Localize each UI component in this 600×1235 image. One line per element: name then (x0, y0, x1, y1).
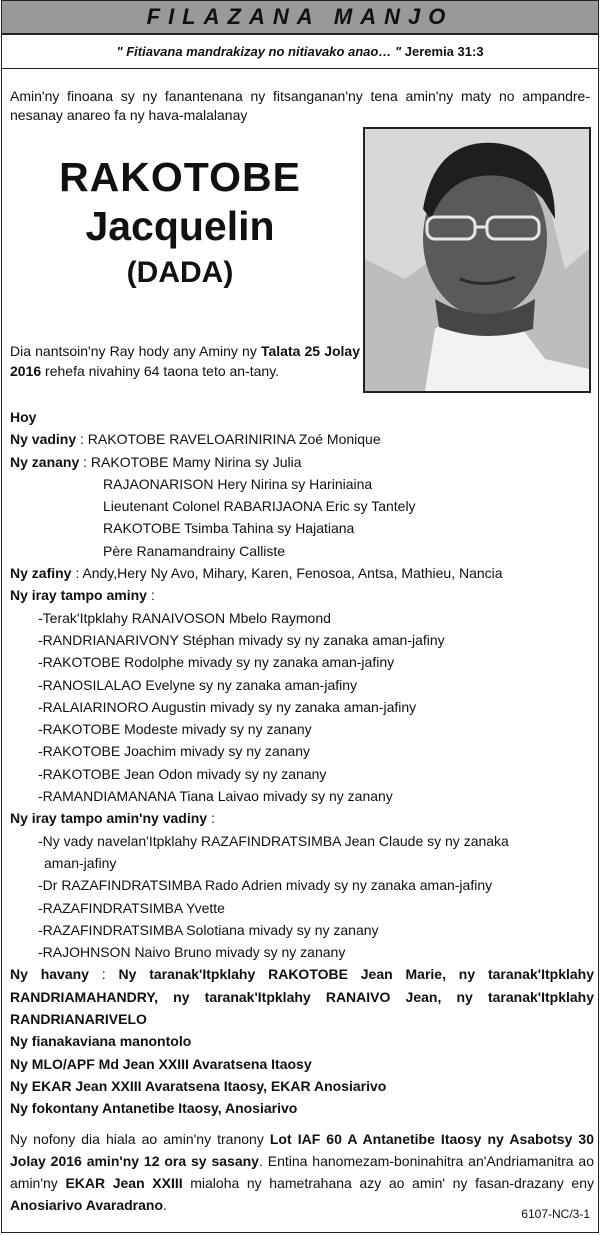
zafiny-value: : Andy,Hery Ny Avo, Mihary, Karen, Fenosoa, Antsa, Mathieu, Nancia (71, 565, 503, 582)
list-item: -RALAIARINORO Augustin mivady sy ny zanaka aman-jafiny (38, 698, 417, 715)
deceased-surname: RAKOTOBE (59, 154, 301, 200)
list-item: -RAJOHNSON Naivo Bruno mivady sy ny zanany (38, 944, 346, 961)
list-item: Père Ranamandrainy Calliste (103, 542, 286, 559)
deceased-name-block (10, 153, 350, 293)
divider (2, 68, 598, 69)
list-item: RAKOTOBE Tsimba Tahina sy Hajatiana (103, 520, 355, 537)
closing-text: Ny nofony dia hiala ao amin'ny tranony (10, 1131, 270, 1147)
vadiny-value: : RAKOTOBE RAVELOARINIRINA Zoé Monique (76, 431, 381, 448)
closing-text: . (163, 1197, 167, 1213)
vadiny-label: Ny vadiny (10, 431, 77, 448)
havany-label: Ny havany (10, 966, 89, 983)
closing-burial: Anosiarivo Avaradrano (10, 1197, 164, 1213)
hoy-label: Hoy (10, 409, 37, 425)
intro-text: Amin'ny finoana sy ny fanantenana ny fitsanganan'ny tena amin'ny maty no ampandre-nesanay anareo fa ny hava-malalanay (10, 88, 590, 123)
closing-church: EKAR Jean XXIII (65, 1175, 183, 1191)
list-item: -RANOSILALAO Evelyne sy ny zanaka aman-jafiny (38, 676, 358, 693)
list-item: Ny fokontany Antanetibe Itaosy, Anosiarivo (10, 1100, 298, 1117)
quote-reference: Jeremia 31:3 (404, 44, 484, 59)
zanany-first: : RAKOTOBE Mamy Nirina sy Julia (79, 453, 302, 470)
list-item: -RAKOTOBE Rodolphe mivady sy ny zanaka aman-jafiny (38, 654, 395, 671)
bible-quote (2, 44, 598, 59)
death-pre: Dia nantsoin'ny Ray hody any Aminy ny (10, 343, 261, 359)
announcement-page (1, 0, 599, 1233)
closing-text: mialoha ny hametrahana azy ao amin' ny fasan-drazany eny (182, 1175, 594, 1191)
list-item: -RANDRIANARIVONY Stéphan mivady sy ny zanaka aman-jafiny (38, 631, 445, 648)
list-item: -Terak'Itpklahy RANAIVOSON Mbelo Raymond (38, 609, 331, 626)
list-item: -Ny vady navelan'Itpklahy RAZAFINDRATSIMBA Jean Claude sy ny zanaka (38, 832, 509, 849)
header-banner (2, 1, 598, 35)
closing-location: Lot IAF 60 A Antanetibe Itaosy ny Asabotsy 30 Jolay 2016 amin'ny 12 ora sy sasany (10, 1131, 594, 1169)
havany-value: Ny taranak'Itpklahy RAKOTOBE Jean Marie, ny taranak'Itpklahy RANDRIAMAHANDRY, ny taranak'Itpklahy RANAIVO Jean, ny taranak'Itpklahy RANDRIANARIVELO (10, 966, 594, 1028)
list-item: -Dr RAZAFINDRATSIMBA Rado Adrien mivady sy ny zanaka aman-jafiny (38, 877, 493, 894)
quote-text: " Fitiavana mandrakizay no nitiavako anao… " (116, 44, 402, 59)
list-item-continued: aman-jafiny (44, 854, 117, 871)
list-item: -RAKOTOBE Modeste mivady sy ny zanany (38, 721, 312, 738)
deceased-firstname: Jacquelin (85, 203, 275, 249)
list-item: Lieutenant Colonel RABARIJAONA Eric sy Tantely (103, 498, 416, 515)
list-item: -RAMANDIAMANANA Tiana Laivao mivady sy ny zanany (38, 788, 393, 805)
list-item: -RAZAFINDRATSIMBA Yvette (38, 899, 225, 916)
portrait-image (365, 129, 589, 391)
list-item: -RAZAFINDRATSIMBA Solotiana mivady sy ny zanany (38, 921, 379, 938)
closing-paragraph (10, 1128, 594, 1216)
tampo-label: Ny iray tampo aminy (10, 587, 147, 604)
death-post: rehefa nivahiny 64 taona teto an-tany. (41, 363, 280, 379)
list-item: Ny MLO/APF Md Jean XXIII Avaratsena Itaosy (10, 1055, 312, 1072)
list-item: RAJAONARISON Hery Nirina sy Hariniaina (103, 475, 373, 492)
reference-code: 6107-NC/3-1 (521, 1207, 590, 1221)
zafiny-label: Ny zafiny (10, 565, 72, 582)
list-item: Ny fianakaviana manontolo (10, 1033, 192, 1050)
tampo-vadiny-label: Ny iray tampo amin'ny vadiny (10, 810, 208, 827)
death-notice (10, 341, 360, 381)
page-title: FILAZANA MANJO (146, 4, 454, 29)
list-item: -RAKOTOBE Jean Odon mivady sy ny zanany (38, 765, 327, 782)
list-item: -RAKOTOBE Joachim mivady sy ny zanany (38, 743, 311, 760)
list-item: Ny EKAR Jean XXIII Avaratsena Itaosy, EKAR Anosiarivo (10, 1077, 387, 1094)
deceased-nickname: (DADA) (126, 256, 234, 289)
closing-text: . Entina hanomezam-boninahitra an'Andriamanitra ao amin'ny (10, 1153, 595, 1191)
death-date: Talata 25 Jolay 2016 (10, 343, 360, 379)
family-list: Hoy Ny vadiny : RAKOTOBE RAVELOARINIRINA Zoé Monique Ny zanany : RAKOTOBE Mamy Nirina sy Julia RAJAONARISON Hery Nirina sy Hariniaina Lieutenant Colonel RABARIJAONA Eric sy Tantely RAKOTOBE Tsimba Tahina sy Hajatiana Père Ranamandrainy Calliste Ny zafiny : Andy,Hery Ny Avo, Mihary, Karen, Fenosoa, Antsa, Mathieu, Nancia Ny iray tampo aminy : -Terak'Itpklahy RANAIVOSON Mbelo Raymond -RANDRIANARIVONY Stéphan mivady sy ny zanaka aman-jafiny -RAKOTOBE Rodolphe mivady sy ny zanaka aman-jafiny -RANOSILALAO Evelyne sy ny zanaka aman-jafiny -RALAIARINORO Augustin mivady sy ny zanaka aman-jafiny -RAKOTOBE Modeste mivady sy ny zanany -RAKOTOBE Joachim mivady sy ny zanany -RAKOTOBE Jean Odon mivady sy ny zanany -RAMANDIAMANANA Tiana Laivao mivady sy ny zanany Ny iray tampo amin'ny vadiny : -Ny vady navelan'Itpklahy RAZAFINDRATSIMBA Jean Claude sy ny zanaka aman-jafiny -Dr RAZAFINDRATSIMBA Rado Adrien mivady sy ny zanaka aman-jafiny -RAZAFINDRATSIMBA Yvette -RAZAFINDRATSIMBA Solotiana mivady sy ny zanany -RAJOHNSON Naivo Bruno mivady sy ny zanany Ny havany : Ny taranak'Itpklahy RAKOTOBE Jean Marie, ny taranak'Itpklahy RANDRIAMAHANDRY, ny taranak'Itpklahy RANAIVO Jean, ny taranak'Itpklahy RANDRIANARIVELO Ny fianakaviana manontolo Ny MLO/APF Md Jean XXIII Avaratsena Itaosy Ny EKAR Jean XXIII Avaratsena Itaosy, EKAR Anosiarivo Ny fokontany Antanetibe Itaosy, Anosiarivo (10, 409, 594, 1117)
zanany-label: Ny zanany (10, 453, 80, 470)
deceased-photo (363, 127, 591, 393)
